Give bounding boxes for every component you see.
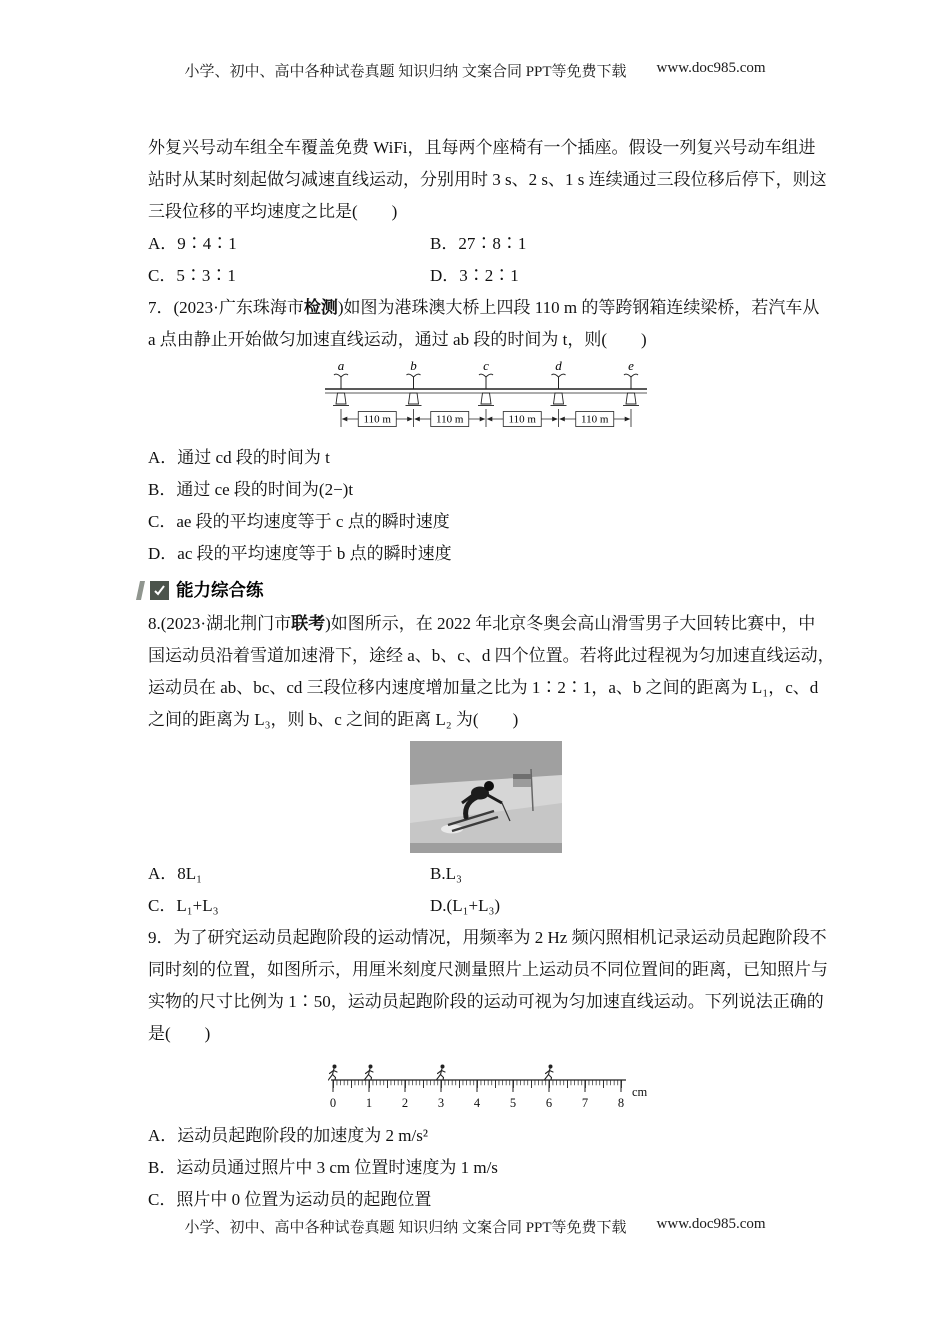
ruler-number: 2 <box>401 1096 409 1110</box>
header-url: www.doc985.com <box>656 60 766 76</box>
span-label: 110 m <box>581 413 609 426</box>
span-label: 110 m <box>508 413 536 426</box>
skier-photo <box>410 741 562 853</box>
ruler-number: 4 <box>473 1096 481 1110</box>
page-footer <box>0 1216 950 1237</box>
question-text: 8.(2023·湖北荆门市 <box>148 614 292 633</box>
span-label: 110 m <box>363 413 391 426</box>
ruler-number: 0 <box>329 1096 337 1110</box>
ruler-number: 8 <box>617 1096 625 1110</box>
point-label-b: b <box>410 359 417 373</box>
question-8-paragraph <box>148 608 835 736</box>
option-a: A．8L₁ <box>148 864 203 883</box>
document-body <box>148 132 835 1216</box>
section-title: 能力综合练 <box>176 580 264 600</box>
source-tag: 检测 <box>303 298 338 317</box>
question-line: 三段位移的平均速度之比是( ) <box>148 202 398 221</box>
question-line: 国运动员沿着雪道加速滑下，途经 a、b、c、d 四个位置。若将此过程视为匀加速直线运动， <box>148 646 835 665</box>
question-text: 7．(2023·广东珠海市 <box>148 298 304 317</box>
option-a: A．9∶4∶1 <box>148 234 237 253</box>
point-label-e: e <box>628 359 634 373</box>
point-label-c: c <box>483 359 489 373</box>
footer-text: 小学、初中、高中各种试卷真题 知识归纳 文案合同 PPT等免费下载 <box>184 1220 627 1236</box>
question-9-options <box>148 1120 824 1216</box>
question-7-options <box>148 442 824 570</box>
header-text: 小学、初中、高中各种试卷真题 知识归纳 文案合同 PPT等免费下载 <box>184 64 627 80</box>
option-b: B．27∶8∶1 <box>430 234 527 253</box>
question-line: 外复兴号动车组全车覆盖免费 WiFi，且每两个座椅有一个插座。假设一列复兴号动车组进 <box>148 138 816 157</box>
ruler-number: 6 <box>545 1096 553 1110</box>
option-a: A．通过 cd 段的时间为 t <box>148 448 330 467</box>
option-c: C．L₁+L₃ <box>148 896 219 915</box>
question-line: 运动员在 ab、bc、cd 三段位移内速度增加量之比为 1∶2∶1，a、b 之间的距离为 L₁，c、d <box>148 678 819 697</box>
ruler-figure <box>148 1054 824 1118</box>
option-d: D．ac 段的平均速度等于 b 点的瞬时速度 <box>148 544 452 563</box>
section-header <box>138 578 824 602</box>
question-line: 同时刻的位置，如图所示，用厘米刻度尺测量照片上运动员不同位置间的距离，已知照片与 <box>148 960 828 979</box>
option-a: A．运动员起跑阶段的加速度为 2 m/s² <box>148 1126 428 1145</box>
question-line: 之间的距离为 L₃，则 b、c 之间的距离 L₂ 为( ) <box>148 710 519 729</box>
skier-illustration <box>410 741 562 853</box>
option-b: B．通过 ce 段的时间为(2−)t <box>148 480 354 499</box>
ruler-number: 1 <box>365 1096 373 1110</box>
question-line: 站时从某时刻起做匀减速直线运动，分别用时 3 s、2 s、1 s 连续通过三段位移后停下，则这 <box>148 170 827 189</box>
question-line: 实物的尺寸比例为 1∶50，运动员起跑阶段的运动可视为匀加速直线运动。下列说法正确的 <box>148 992 824 1011</box>
question-line: 9．为了研究运动员起跑阶段的运动情况，用频率为 2 Hz 频闪照相机记录运动员起跑阶段不 <box>148 928 827 947</box>
question-line: a 点由静止开始做匀加速直线运动，通过 ab 段的时间为 t，则( ) <box>148 330 647 349</box>
question-9-paragraph <box>148 922 828 1050</box>
question-6-options-row-2 <box>148 260 824 292</box>
ruler-number: 5 <box>509 1096 517 1110</box>
option-c: C．5∶3∶1 <box>148 266 236 285</box>
bridge-figure <box>148 359 824 439</box>
question-text: )如图为港珠澳大桥上四段 110 m 的等跨钢箱连续梁桥，若汽车从 <box>337 298 820 317</box>
question-line: 是( ) <box>148 1024 211 1043</box>
point-label-a: a <box>337 359 345 373</box>
option-c: C．照片中 0 位置为运动员的起跑位置 <box>148 1190 432 1209</box>
point-label-d: d <box>555 359 562 373</box>
ruler-number: 3 <box>437 1096 445 1110</box>
question-text: )如图所示，在 2022 年北京冬奥会高山滑雪男子大回转比赛中，中 <box>325 614 816 633</box>
ruler-number: 7 <box>581 1096 589 1110</box>
bridge-piers-icon <box>333 393 639 406</box>
question-6-paragraph <box>148 132 827 228</box>
question-6-options-row-1 <box>148 228 824 260</box>
footer-url: www.doc985.com <box>656 1216 766 1232</box>
question-8-options-row-1 <box>148 858 824 890</box>
bridge-diagram <box>321 359 651 439</box>
ruler-numbers <box>330 1096 624 1110</box>
section-check-icon <box>150 581 169 600</box>
ruler-unit: cm <box>632 1085 648 1099</box>
span-label: 110 m <box>436 413 464 426</box>
option-d: D．3∶2∶1 <box>430 266 519 285</box>
page-header <box>0 60 950 81</box>
source-tag: 联考 <box>291 614 326 633</box>
section-bar-icon <box>136 581 145 600</box>
option-d: D.(L₁+L₃) <box>430 896 501 915</box>
question-line <box>148 608 824 640</box>
question-7-paragraph <box>148 292 824 356</box>
question-line <box>148 292 824 324</box>
option-c: C．ae 段的平均速度等于 c 点的瞬时速度 <box>148 512 450 531</box>
lamp-posts-icon <box>334 374 638 389</box>
question-8-options-row-2 <box>148 890 824 922</box>
option-b: B.L₃ <box>430 864 462 883</box>
option-b: B．运动员通过照片中 3 cm 位置时速度为 1 m/s <box>148 1158 498 1177</box>
ruler-diagram <box>318 1054 654 1118</box>
